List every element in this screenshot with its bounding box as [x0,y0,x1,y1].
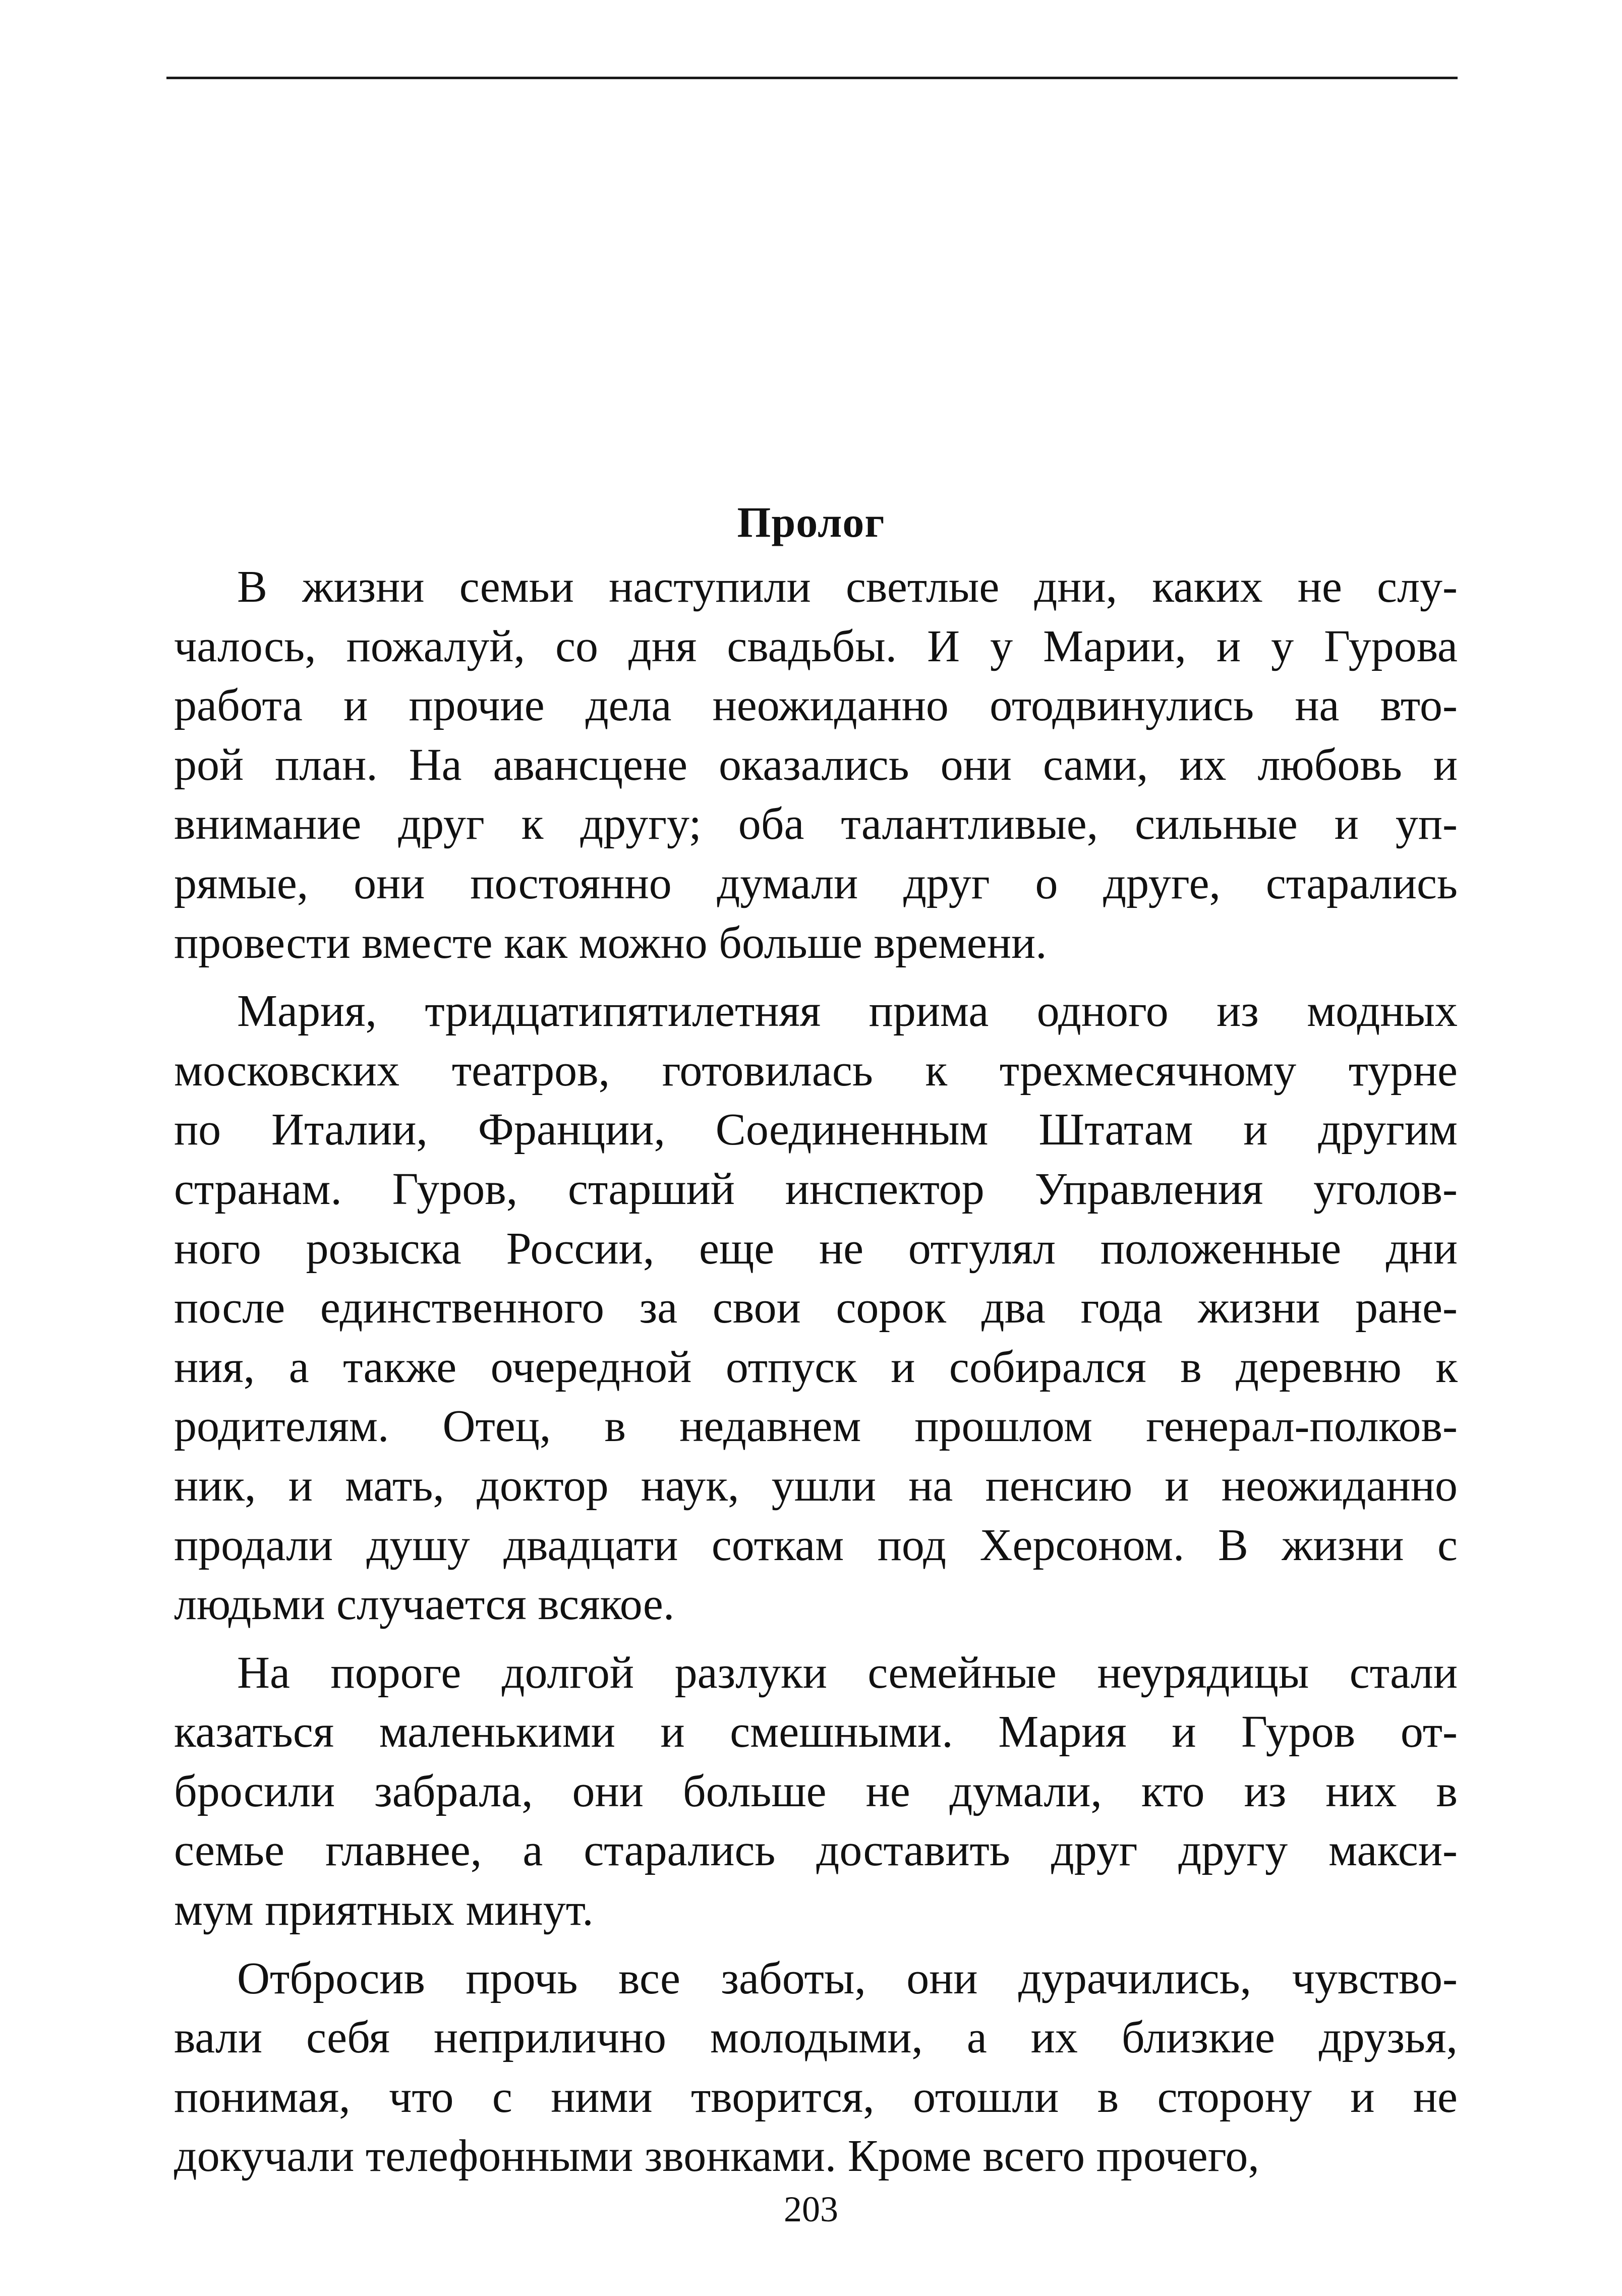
header-rule [166,77,1458,79]
text-line: казаться маленькими и смешными. Мария и Гуров от- [174,1707,1458,1757]
text-line: рой план. На авансцене оказались они сами, их любовь и [174,739,1458,790]
text-line: провести вместе как можно больше времени. [174,917,1047,968]
paragraph [174,1643,1458,1940]
text-line: ного розыска России, еще не отгулял положенные дни [174,1223,1458,1274]
text-line: докучали телефонными звонками. Кроме всего прочего, [174,2131,1259,2182]
paragraph [174,557,1458,972]
text-line: В жизни семьи наступили светлые дни, каких не слу- [237,562,1458,612]
text-line: мум приятных минут. [174,1885,594,1935]
paragraph [174,982,1458,1634]
text-line: родителям. Отец, в недавнем прошлом генерал-полков- [174,1401,1458,1452]
text-line: Отбросив прочь все заботы, они дурачились, чувство- [237,1953,1458,2003]
text-line: чалось, пожалуй, со дня свадьбы. И у Марии, и у Гурова [174,621,1458,671]
body-text [174,557,1458,2195]
text-line: внимание друг к другу; оба талантливые, сильные и уп- [174,799,1458,849]
text-line: ник, и мать, доктор наук, ушли на пенсию и неожиданно [174,1460,1458,1511]
text-line: семье главнее, а старались доставить друг другу макси- [174,1825,1458,1876]
text-line: по Италии, Франции, Соединенным Штатам и другим [174,1105,1458,1155]
text-line: Мария, тридцатипятилетняя прима одного из модных [237,986,1458,1037]
text-line: На пороге долгой разлуки семейные неурядицы стали [237,1647,1458,1698]
chapter-title: Пролог [737,498,885,546]
text-line: работа и прочие дела неожиданно отодвинулись на вто- [174,680,1458,731]
text-line: вали себя неприлично молодыми, а их близкие друзья, [174,2013,1458,2063]
text-line: бросили забрала, они больше не думали, кто из них в [174,1766,1458,1816]
paragraph [174,1949,1458,2186]
text-line: продали душу двадцати соткам под Херсоном. В жизни с [174,1520,1458,1570]
text-line: ния, а также очередной отпуск и собирался в деревню к [174,1342,1458,1392]
text-line: понимая, что с ними творится, отошли в сторону и не [174,2072,1458,2122]
text-line: рямые, они постоянно думали друг о друге, старались [174,858,1458,908]
page-number: 203 [784,2189,838,2229]
text-line: после единственного за свои сорок два года жизни ране- [174,1283,1458,1333]
text-line: московских театров, готовилась к трехмесячному турне [174,1045,1458,1096]
text-line: странам. Гуров, старший инспектор Управления уголов- [174,1164,1458,1214]
text-line: людьми случается всякое. [174,1579,675,1630]
